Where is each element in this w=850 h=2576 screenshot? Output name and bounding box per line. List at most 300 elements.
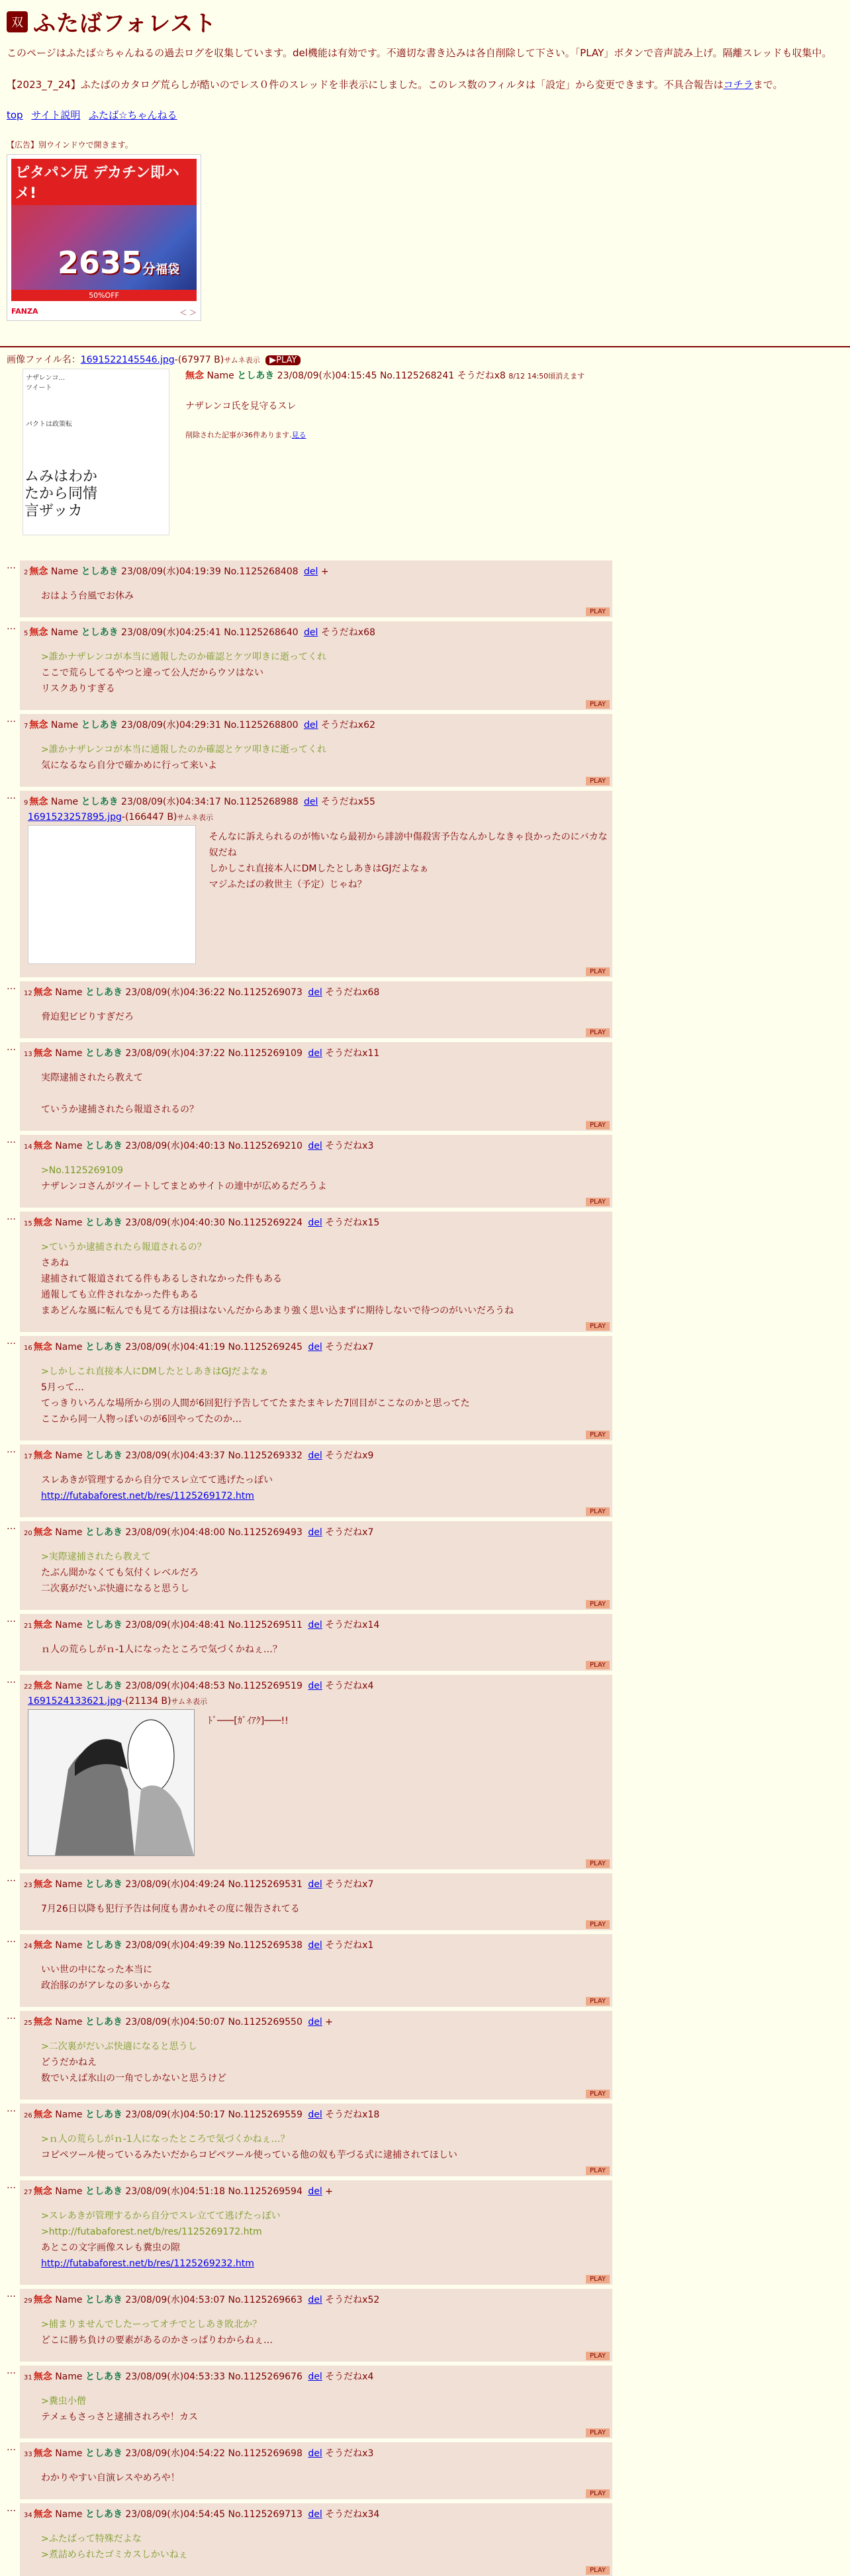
reply-no: No.1125269511	[228, 1620, 303, 1630]
del-link[interactable]: del	[308, 2017, 322, 2027]
intro-text-2-tail: まで。	[753, 79, 783, 91]
reply-dots: …	[7, 1873, 16, 1884]
op-file-link[interactable]: 1691522145546.jpg	[80, 355, 175, 365]
reply-subject: 無念	[33, 1141, 52, 1151]
del-link[interactable]: del	[308, 1141, 322, 1151]
reply-post	[7, 1521, 843, 1610]
reply-line: 気になるなら自分で確かめに行って来いよ	[41, 760, 217, 771]
op-thumbnail[interactable]	[23, 369, 169, 535]
reply-datetime: 23/08/09(水)04:40:13	[125, 1141, 226, 1151]
reply-no: No.1125269519	[228, 1681, 303, 1691]
reply-datetime: 23/08/09(水)04:48:00	[125, 1527, 226, 1538]
reply-text	[41, 1070, 608, 1118]
reply-number: 5	[24, 630, 28, 637]
reply-text	[41, 1642, 608, 1658]
op-subject: 無念	[185, 371, 204, 381]
del-link[interactable]: del	[308, 2186, 322, 2197]
reply-datetime: 23/08/09(水)04:36:22	[125, 987, 226, 998]
reply-name-label: Name	[55, 2448, 83, 2459]
op-text	[185, 369, 585, 535]
reply-dots: …	[7, 2104, 16, 2114]
reply-meta	[24, 2371, 608, 2384]
site-header	[0, 0, 850, 321]
reply-number: 31	[24, 2374, 32, 2381]
reply-body	[20, 1934, 612, 2007]
reply-name-label: Name	[55, 987, 83, 998]
reply-dots: …	[7, 2366, 16, 2376]
reply-text	[41, 2317, 608, 2348]
reply-subject: 無念	[33, 2110, 52, 2120]
reply-body	[20, 1135, 612, 1208]
del-link[interactable]: del	[308, 2509, 322, 2520]
reply-subject: 無念	[33, 1940, 52, 1951]
op-file-size: -(67977 B)	[174, 355, 224, 365]
op-deleted-note	[185, 429, 585, 440]
reply-file-link[interactable]: 1691523257895.jpg	[28, 812, 122, 822]
reply-soudane[interactable]: そうだねx55	[320, 797, 375, 807]
reply-meta	[24, 1527, 608, 1540]
reply-number: 7	[24, 723, 28, 730]
del-link[interactable]: del	[303, 627, 318, 638]
del-link[interactable]: del	[308, 1527, 322, 1538]
reply-no: No.1125269538	[228, 1940, 303, 1951]
play-button[interactable]: PLAY	[586, 1322, 610, 1331]
reply-no: No.1125269676	[228, 2372, 303, 2382]
nav-futaba-link[interactable]: ふたば☆ちゃんねる	[89, 109, 177, 121]
reply-soudane[interactable]: そうだねx3	[325, 2448, 374, 2459]
reply-text	[41, 1163, 608, 1194]
reply-line: 5月って…	[41, 1382, 84, 1393]
play-button[interactable]: PLAY	[586, 2166, 610, 2175]
reply-body	[20, 2289, 612, 2362]
reply-number: 2	[24, 569, 28, 576]
reply-number: 17	[24, 1453, 32, 1460]
reply-text	[41, 1472, 608, 1504]
reply-soudane[interactable]: そうだねx68	[325, 987, 380, 998]
reply-soudane[interactable]: +	[320, 566, 329, 577]
ad-nav	[180, 307, 197, 318]
reply-post	[7, 1336, 843, 1441]
reply-meta	[24, 1047, 608, 1061]
nav-top-link[interactable]: top	[7, 109, 23, 121]
reply-subject: 無念	[33, 2295, 52, 2305]
reply-meta	[24, 2016, 608, 2029]
reply-no: No.1125269559	[228, 2110, 303, 2120]
reply-body	[20, 1614, 612, 1671]
reply-datetime: 23/08/09(水)04:40:30	[125, 1218, 226, 1228]
del-link[interactable]: del	[308, 1681, 322, 1691]
reply-name-label: Name	[55, 1450, 83, 1461]
play-button[interactable]: PLAY	[586, 777, 610, 785]
play-button[interactable]: PLAY	[586, 2090, 610, 2098]
reply-post	[7, 1873, 843, 1930]
reply-dots: …	[7, 1212, 16, 1222]
play-button[interactable]: PLAY	[586, 967, 610, 976]
op-thumb-line-3: パクトは政策転	[26, 421, 72, 428]
reply-name: としあき	[85, 1940, 122, 1951]
reply-dots: …	[7, 2011, 16, 2021]
reply-subject: 無念	[29, 797, 48, 807]
reply-post	[7, 791, 843, 977]
reply-line: てっきりいろんな場所から別の人間が6回犯行予告しててたまたまキレた7回目がここなのかと思ってた	[41, 1398, 470, 1409]
ad-price-unit: 分	[142, 261, 156, 277]
reply-soudane[interactable]: そうだねx7	[325, 1527, 374, 1538]
reply-meta	[24, 1680, 608, 1693]
reply-post	[7, 981, 843, 1038]
del-link[interactable]: del	[303, 566, 318, 577]
reply-post	[7, 1675, 843, 1869]
reply-dots: …	[7, 2503, 16, 2514]
del-link[interactable]: del	[308, 2110, 322, 2120]
reply-datetime: 23/08/09(水)04:54:22	[125, 2448, 226, 2459]
reply-number: 13	[24, 1051, 32, 1058]
del-link[interactable]: del	[308, 1048, 322, 1059]
reply-meta	[24, 2509, 608, 2522]
op-deleted-link[interactable]: 見る	[291, 431, 307, 439]
ad-next-button[interactable]: ＞	[189, 308, 197, 317]
reply-text	[208, 1713, 289, 1729]
reply-soudane[interactable]: そうだねx3	[325, 1141, 374, 1151]
site-logo-icon[interactable]: 双	[7, 11, 28, 32]
reply-body	[20, 1042, 612, 1131]
op-play-button[interactable]: ▶PLAY	[265, 355, 301, 365]
del-link[interactable]: del	[308, 1620, 322, 1630]
reply-name: としあき	[85, 1342, 122, 1353]
reply-line: しかしこれ直接本人にDMしたとしあきはGJだよなぁ	[209, 864, 429, 874]
play-button[interactable]: PLAY	[586, 1920, 610, 1929]
play-button[interactable]: PLAY	[586, 700, 610, 709]
reply-text	[41, 2393, 608, 2425]
reply-datetime: 23/08/09(水)04:50:07	[125, 2017, 226, 2027]
play-button[interactable]: PLAY	[586, 1198, 610, 1206]
separator	[0, 346, 850, 347]
del-link[interactable]: del	[308, 2448, 322, 2459]
reply-meta	[24, 566, 608, 579]
intro-text-1: このページはふたば☆ちゃんねるの過去ログを収集しています。del機能は有効です。不適切な書き込みは各自削除して下さい。「PLAY」ボタンで音声読み上げ。隔離スレッドも収集中。	[7, 47, 832, 59]
reply-dots: …	[7, 1675, 16, 1685]
op-body	[7, 369, 843, 535]
reply-name-label: Name	[50, 720, 79, 731]
reply-image-row	[24, 822, 608, 964]
reply-name-label: Name	[55, 1940, 83, 1951]
reply-quote-line: >煮詰められたゴミカスしかいねぇ	[41, 2550, 188, 2560]
ad-prev-button[interactable]: ＜	[179, 308, 187, 317]
reply-meta	[24, 1450, 608, 1463]
reply-name-label: Name	[50, 797, 79, 807]
reply-name: としあき	[85, 2186, 122, 2197]
reply-body	[20, 2503, 612, 2576]
reply-body	[20, 1675, 612, 1869]
reply-quote-line: >誰かナザレンコが本当に通報したのか確認とケツ叩きに逝ってくれ	[41, 652, 326, 662]
intro-text-2-body: 【2023_7_24】ふたばのカタログ荒らしが酷いのでレス０件のスレッドを非表示にしました。このレス数のフィルタは「設定」から変更できます。不具合報告は	[7, 79, 724, 91]
reply-name: としあき	[85, 2372, 122, 2382]
reply-soudane[interactable]: +	[325, 2186, 333, 2197]
play-button[interactable]: PLAY	[586, 2352, 610, 2360]
play-button[interactable]: PLAY	[586, 1121, 610, 1130]
op-name: としあき	[237, 371, 275, 381]
reply-body	[20, 2442, 612, 2499]
reply-line	[41, 1488, 608, 1504]
reply-quote-line: >ｎ人の荒らしがｎ-1人になったところで気づくかねぇ…？	[41, 2134, 290, 2145]
reply-name: としあき	[81, 720, 118, 731]
reply-dots: …	[7, 791, 16, 801]
ad-image[interactable]	[11, 159, 197, 301]
reply-line: マジふたばの救世主（予定）じゃね？	[209, 879, 367, 890]
reply-name-label: Name	[55, 1527, 83, 1538]
ad-badge: 福袋	[156, 263, 180, 277]
reply-name: としあき	[81, 566, 118, 577]
reply-line: 逮捕されて報道されてる件もあるしされなかった件もある	[41, 1274, 282, 1284]
reply-number: 23	[24, 1882, 32, 1889]
reply-datetime: 23/08/09(水)04:34:17	[121, 797, 221, 807]
reply-name-label: Name	[55, 2372, 83, 2382]
del-link[interactable]: del	[308, 1450, 322, 1461]
reply-post	[7, 2503, 843, 2576]
play-button[interactable]: PLAY	[586, 1600, 610, 1609]
reply-dots: …	[7, 1444, 16, 1455]
reply-file-link[interactable]: 1691524133621.jpg	[28, 1696, 122, 1707]
del-link[interactable]: del	[308, 1940, 322, 1951]
reply-name: としあき	[85, 987, 122, 998]
reply-name-label: Name	[50, 627, 79, 638]
reply-name: としあき	[85, 2110, 122, 2120]
reply-subject: 無念	[33, 1527, 52, 1538]
reply-text	[41, 1239, 608, 1319]
reply-line: ｎ人の荒らしがｎ-1人になったところで気づくかねぇ…？	[41, 1644, 282, 1655]
reply-subject: 無念	[33, 2372, 52, 2382]
reply-number: 14	[24, 1143, 32, 1151]
nav-about-link[interactable]: サイト説明	[31, 109, 81, 121]
reply-number: 16	[24, 1345, 32, 1352]
reply-soudane[interactable]: そうだねx7	[325, 1342, 374, 1353]
del-link[interactable]: del	[303, 720, 318, 731]
reply-meta	[24, 719, 608, 733]
reply-datetime: 23/08/09(水)04:41:19	[125, 1342, 226, 1353]
reply-number: 12	[24, 990, 32, 997]
reply-subject: 無念	[33, 1681, 52, 1691]
reply-number: 24	[24, 1943, 32, 1950]
op-thumb-bigtext	[24, 468, 97, 520]
play-button[interactable]: PLAY	[586, 1507, 610, 1516]
reply-quote-line: >ていうか逮捕されたら報道されるの？	[41, 1242, 207, 1253]
reply-name: としあき	[85, 2509, 122, 2520]
reply-text	[41, 2131, 608, 2163]
reply-body	[20, 2011, 612, 2100]
reply-soudane[interactable]: そうだねx18	[325, 2110, 380, 2120]
reply-body	[20, 1521, 612, 1610]
reply-dots: …	[7, 1042, 16, 1053]
reply-soudane[interactable]: そうだねx14	[325, 1620, 380, 1630]
reply-line: どこに勝ち負けの要素があるのかさっぱりわからねぇ…	[41, 2335, 273, 2346]
op-no: No.1125268241	[379, 371, 455, 381]
op-thumb-line-2: ツイート	[26, 384, 52, 392]
reply-line: コピペツール使っているみたいだからコピペツール使っている他の奴も芋づる式に逮捕されてほしい	[41, 2150, 457, 2160]
reply-subject: 無念	[29, 627, 48, 638]
reply-number: 34	[24, 2512, 32, 2519]
reply-no: No.1125269531	[228, 1879, 303, 1890]
reply-no: No.1125268988	[224, 797, 299, 807]
play-button[interactable]: PLAY	[586, 2428, 610, 2437]
reply-post	[7, 621, 843, 710]
reply-subject: 無念	[33, 2448, 52, 2459]
reply-image-manga[interactable]	[28, 1709, 195, 1856]
reply-body	[20, 560, 612, 617]
reply-body	[20, 2104, 612, 2176]
reply-soudane[interactable]: そうだねx52	[325, 2295, 380, 2305]
reply-number: 25	[24, 2020, 32, 2027]
reply-soudane[interactable]: そうだねx34	[325, 2509, 380, 2520]
reply-number: 21	[24, 1622, 32, 1630]
reply-text	[41, 1364, 608, 1427]
reply-number: 33	[24, 2451, 32, 2458]
reply-no: No.1125269210	[228, 1141, 303, 1151]
reply-text	[41, 2470, 608, 2486]
reply-name-label: Name	[55, 1342, 83, 1353]
play-button[interactable]: PLAY	[586, 2489, 610, 2498]
reply-quote-line: >捕まりませんでしたーってオチでとしあき敗北か？	[41, 2319, 262, 2330]
reply-soudane[interactable]: そうだねx68	[320, 627, 375, 638]
reply-datetime: 23/08/09(水)04:48:53	[125, 1681, 226, 1691]
reply-subject: 無念	[33, 1450, 52, 1461]
play-button[interactable]: PLAY	[586, 2566, 610, 2575]
reply-name: としあき	[85, 1048, 122, 1059]
reply-meta	[24, 2109, 608, 2122]
reply-soudane[interactable]: そうだねx1	[325, 1940, 374, 1951]
play-button[interactable]: PLAY	[586, 1997, 610, 2006]
reply-line: ここで荒らしてるやつと違って公人だからウソはない	[41, 668, 263, 678]
reply-no: No.1125269698	[228, 2448, 303, 2459]
reply-line: 実際逮捕されたら教えて	[41, 1073, 143, 1083]
reply-meta	[24, 627, 608, 640]
reply-blank-line	[41, 1086, 608, 1102]
reply-line: 数でいえば氷山の一角でしかないと思うけど	[41, 2073, 226, 2084]
reply-no: No.1125268408	[224, 566, 299, 577]
site-title: ふたばフォレスト	[33, 11, 217, 37]
del-link[interactable]: del	[308, 1879, 322, 1890]
reply-link[interactable]: http://futabaforest.net/b/res/1125269232.htm	[41, 2258, 254, 2269]
reply-line: リスクありすぎる	[41, 684, 115, 694]
reply-no: No.1125269245	[228, 1342, 303, 1353]
reply-name-label: Name	[55, 1218, 83, 1228]
reply-quote-line: >ふたばって特殊だよな	[41, 2534, 142, 2544]
ad-banner[interactable]	[7, 154, 201, 321]
reply-line: スレあきが管理するから自分でスレ立てて逃げたっぽい	[41, 1475, 273, 1486]
play-button[interactable]: PLAY	[586, 1028, 610, 1037]
reply-line: 政治豚のがアレなの多いからな	[41, 1980, 171, 1991]
del-link[interactable]: del	[308, 987, 322, 998]
reply-subject: 無念	[33, 1218, 52, 1228]
del-link[interactable]: del	[308, 2372, 322, 2382]
reply-no: No.1125269109	[228, 1048, 303, 1059]
reply-list	[0, 560, 850, 2576]
reply-text	[41, 742, 608, 774]
reply-no: No.1125269663	[228, 2295, 303, 2305]
reply-name-label: Name	[55, 1879, 83, 1890]
op-meta	[185, 369, 585, 382]
reply-dots: …	[7, 2180, 16, 2191]
reply-line: まあどんな風に転んでも見てる方は損はないんだからあまり強く思い込まずに期待しないで待つのがいいだろうね	[41, 1306, 514, 1316]
reply-body	[20, 714, 612, 787]
reply-soudane[interactable]: そうだねx7	[325, 1879, 374, 1890]
reply-line: そんなに訴えられるのが怖いなら最初から誹謗中傷殺害予告なんかしなきゃ良かったのにバカな奴だね	[209, 832, 608, 858]
reply-subject: 無念	[33, 1620, 52, 1630]
reply-name: としあき	[85, 1450, 122, 1461]
reply-no: No.1125268800	[224, 720, 299, 731]
reply-line: ここから同一人物っぽいのが6回やってたのか…	[41, 1414, 242, 1425]
reply-number: 20	[24, 1530, 32, 1537]
reply-datetime: 23/08/09(水)04:43:37	[125, 1450, 226, 1461]
reply-line: おはよう台風でお休み	[41, 591, 134, 601]
reply-number: 29	[24, 2297, 32, 2305]
play-button[interactable]: PLAY	[586, 1431, 610, 1439]
reply-post	[7, 560, 843, 617]
reply-dots: …	[7, 1135, 16, 1145]
reply-post	[7, 1135, 843, 1208]
reply-name-label: Name	[55, 2509, 83, 2520]
del-link[interactable]: del	[308, 2295, 322, 2305]
reply-soudane[interactable]: そうだねx15	[325, 1218, 380, 1228]
reply-soudane[interactable]: そうだねx4	[325, 2372, 374, 2382]
reply-post	[7, 1444, 843, 1517]
del-link[interactable]: del	[308, 1218, 322, 1228]
op-thumb-note: サムネ表示	[224, 356, 260, 365]
ad-sub: 50%OFF	[11, 290, 197, 301]
reply-no: No.1125269713	[228, 2509, 303, 2520]
reply-number: 26	[24, 2112, 32, 2119]
play-button[interactable]: PLAY	[586, 607, 610, 616]
reply-datetime: 23/08/09(水)04:53:33	[125, 2372, 226, 2382]
del-link[interactable]: del	[303, 797, 318, 807]
reply-thumb-note: サムネ表示	[171, 1697, 207, 1706]
reply-name: としあき	[81, 627, 118, 638]
reply-no: No.1125268640	[224, 627, 299, 638]
reply-name: としあき	[85, 2448, 122, 2459]
intro-text-2	[7, 76, 843, 93]
reply-text	[209, 829, 608, 893]
del-link[interactable]: del	[308, 1342, 322, 1353]
reply-quote-line: >スレあきが管理するから自分でスレ立てて逃げたっぽい	[41, 2211, 281, 2221]
op-thumb-line-5: たから同情	[24, 486, 98, 502]
op-expires: 8/12 14:50頃消えます	[508, 372, 585, 380]
play-button[interactable]: PLAY	[586, 2275, 610, 2284]
reply-link[interactable]: http://futabaforest.net/b/res/1125269172.htm	[41, 1491, 254, 1501]
reply-post	[7, 1614, 843, 1671]
reply-image-tweet[interactable]	[28, 825, 196, 964]
play-button[interactable]: PLAY	[586, 1661, 610, 1669]
reply-soudane[interactable]: そうだねx9	[325, 1450, 374, 1461]
reply-text	[41, 1009, 608, 1025]
reply-soudane[interactable]: そうだねx4	[325, 1681, 374, 1691]
reply-soudane[interactable]: そうだねx62	[320, 720, 375, 731]
op-soudane[interactable]: そうだねx8	[457, 371, 506, 381]
reply-datetime: 23/08/09(水)04:51:18	[125, 2186, 226, 2197]
ad-footer	[11, 307, 197, 318]
bug-report-link[interactable]: コチラ	[723, 79, 753, 91]
reply-datetime: 23/08/09(水)04:19:39	[121, 566, 221, 577]
reply-post	[7, 2289, 843, 2362]
reply-dots: …	[7, 2289, 16, 2299]
reply-post	[7, 1042, 843, 1131]
op-file-line	[7, 353, 843, 366]
play-button[interactable]: PLAY	[586, 1859, 610, 1868]
reply-soudane[interactable]: そうだねx11	[325, 1048, 380, 1059]
reply-line	[41, 2256, 608, 2272]
reply-soudane[interactable]: +	[325, 2017, 333, 2027]
reply-no: No.1125269073	[228, 987, 303, 998]
reply-file-size: -(166447 B)	[121, 812, 177, 822]
reply-subject: 無念	[29, 720, 48, 731]
reply-datetime: 23/08/09(水)04:25:41	[121, 627, 221, 638]
